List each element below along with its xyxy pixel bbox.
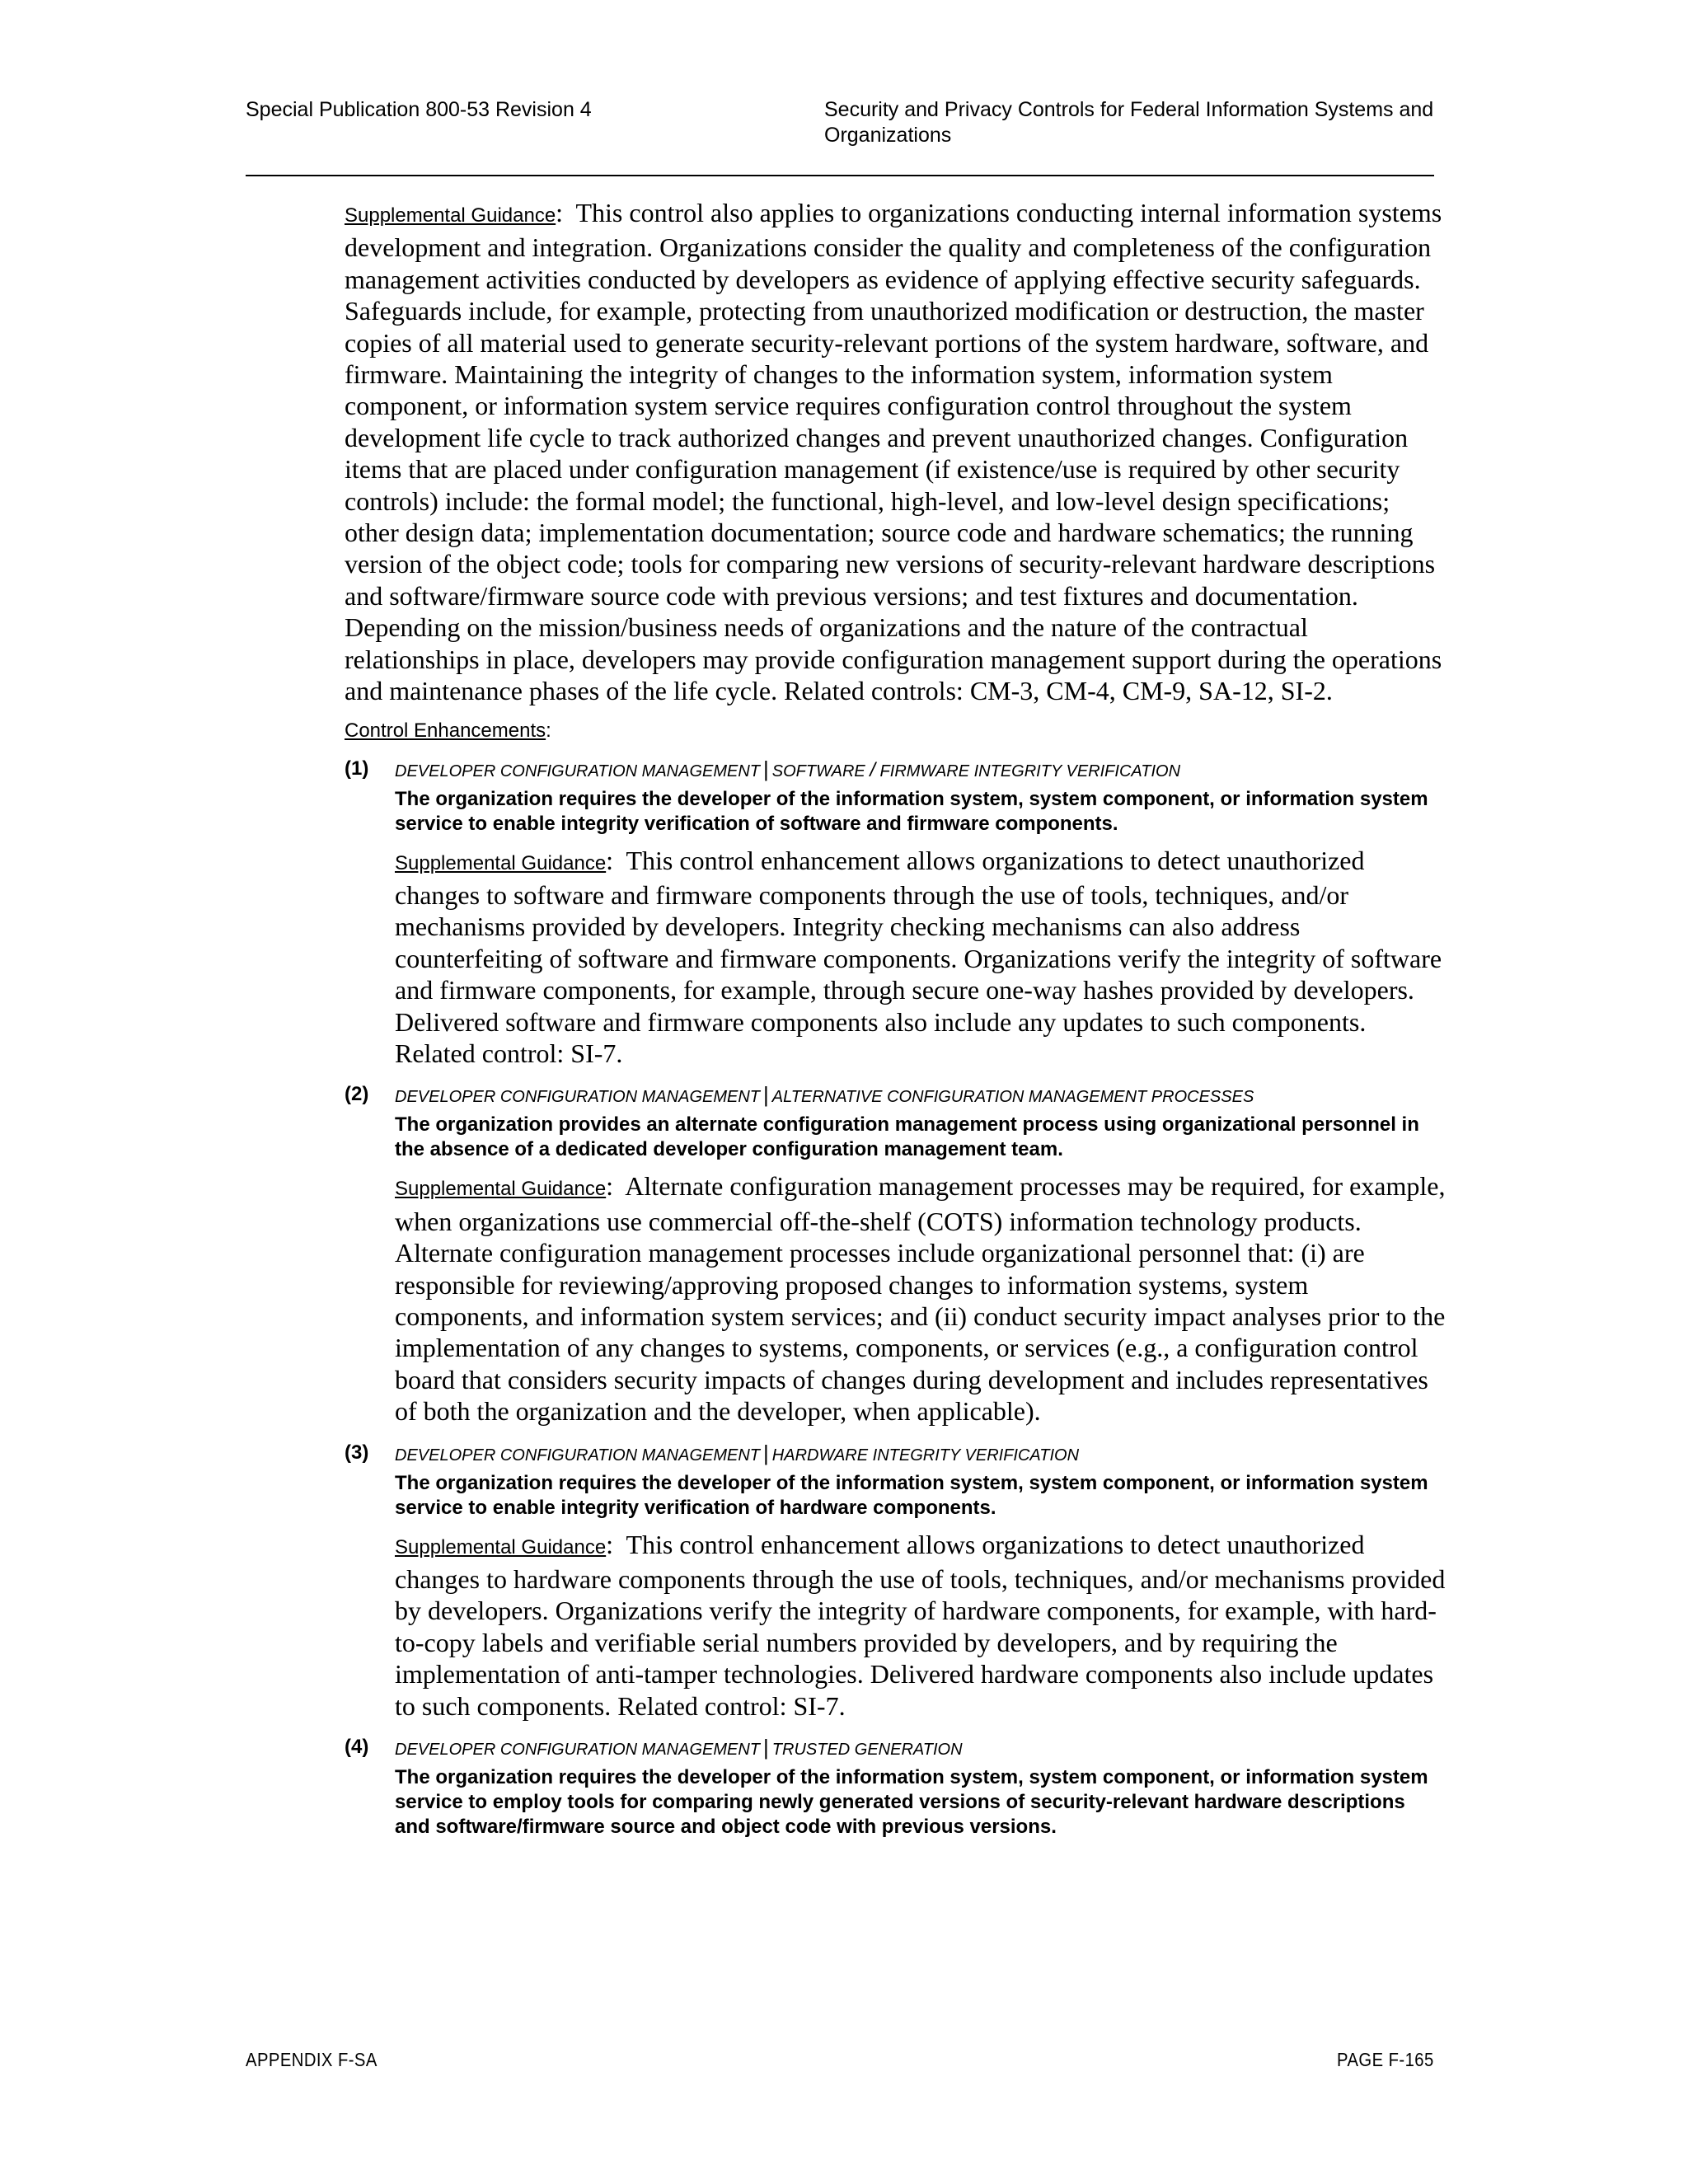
- header-rule: [246, 175, 1434, 176]
- enhancement-title: DEVELOPER CONFIGURATION MANAGEMENT | ALTERNATIVE CONFIGURATION MANAGEMENT PROCESSES: [395, 1082, 1254, 1108]
- enhancement-requirement: The organization requires the developer of the information system, system component, or information system service to enable integrity verification of software and firmware components.: [395, 787, 1428, 835]
- control-enhancement-3: [345, 1441, 1446, 1722]
- running-header-title: Security and Privacy Controls for Federal Information Systems and Organizations: [824, 98, 1434, 147]
- enhancement-number: (2): [345, 1083, 369, 1106]
- supplemental-guidance-label: Supplemental Guidance: [395, 1535, 607, 1558]
- supplemental-guidance-label: Supplemental Guidance: [395, 851, 607, 874]
- control-enhancements-heading: Control Enhancements:: [345, 719, 551, 742]
- enhancement-requirement: The organization requires the developer of the information system, system component, or information system service to employ tools for comparing newly generated versions of security-relevant hardware descriptions and software/firmware source and object code with previous versions.: [395, 1766, 1428, 1839]
- page-content: [345, 197, 1446, 1840]
- supplemental-guidance-label: Supplemental Guidance: [395, 1178, 607, 1201]
- footer-appendix: APPENDIX F-SA: [246, 2049, 377, 2070]
- enhancement-requirement: The organization requires the developer of the information system, system component, or information system service to enable integrity verification of hardware components.: [395, 1471, 1428, 1519]
- enhancement-number: (4): [345, 1736, 369, 1759]
- enhancement-title: DEVELOPER CONFIGURATION MANAGEMENT | HARDWARE INTEGRITY VERIFICATION: [395, 1440, 1080, 1465]
- enhancement-title: DEVELOPER CONFIGURATION MANAGEMENT | TRUSTED GENERATION: [395, 1735, 963, 1760]
- enhancement-supplemental-guidance: Supplemental Guidance: Alternate configuration management processes may be required, for example, when organizations use commercial off-the-shelf (COTS) information technology products. Alternate configuration management processes include organizational personnel that: (i) are responsible for reviewing/approving proposed changes to information systems, system components, and information system services; and (ii) conduct security impact analyses prior to the implementation of any changes to systems, components, or services (e.g., a configuration control board that considers security impacts of changes during development and includes representatives of both the organization and the developer, when applicable).: [395, 1171, 1446, 1427]
- enhancement-number: (3): [345, 1441, 369, 1464]
- enhancement-supplemental-guidance: Supplemental Guidance: This control enhancement allows organizations to detect unauthorized changes to software and firmware components through the use of tools, techniques, and/or mechanisms provided by developers. Integrity checking mechanisms can also address counterfeiting of software and firmware components. Organizations verify the integrity of software and firmware components, for example, through secure one-way hashes provided by developers. Delivered software and firmware components also include any updates to such components. Related control: SI-7.: [395, 845, 1442, 1068]
- control-enhancement-2: [345, 1082, 1446, 1427]
- supplemental-guidance-label: Supplemental Guidance: [345, 204, 556, 227]
- supplemental-guidance-text: This control also applies to organizations conducting internal information systems development and integration. Organizations consider the quality and completeness of the configuration management activities conducted by developers as evidence of applying effective security safeguards. Safeguards include, for example, protecting from unauthorized modification or destruction, the master copies of all material used to generate security-relevant portions of the system hardware, software, and firmware. Maintaining the integrity of changes to the information system, information system component, or information system service requires configuration control throughout the system development life cycle to track authorized changes and prevent unauthorized changes. Configuration items that are placed under configuration management (if existence/use is required by other security controls) include: the formal model; the functional, high-level, and low-level design specifications; other design data; implementation documentation; source code and hardware schematics; the running version of the object code; tools for comparing new versions of security-relevant hardware descriptions and software/firmware source code with previous versions; and test fixtures and documentation. Depending on the mission/business needs of organizations and the nature of the contractual relationships in place, developers may provide configuration management support during the operations and maintenance phases of the life cycle. Related controls: CM-3, CM-4, CM-9, SA-12, SI-2.: [345, 198, 1442, 706]
- footer-page-number: PAGE F-165: [1337, 2049, 1434, 2070]
- control-supplemental-guidance: Supplemental Guidance: This control also applies to organizations conducting internal information systems development and integration. Organizations consider the quality and completeness of the configuration management activities conducted by developers as evidence of applying effective security safeguards. Safeguards include, for example, protecting from unauthorized modification or destruction, the master copies of all material used to generate security-relevant portions of the system hardware, software, and firmware. Maintaining the integrity of changes to the information system, information system component, or information system service requires configuration control throughout the system development life cycle to track authorized changes and prevent unauthorized changes. Configuration items that are placed under configuration management (if existence/use is required by other security controls) include: the formal model; the functional, high-level, and low-level design specifications; other design data; implementation documentation; source code and hardware schematics; the running version of the object code; tools for comparing new versions of security-relevant hardware descriptions and software/firmware source code with previous versions; and test fixtures and documentation. Depending on the mission/business needs of organizations and the nature of the contractual relationships in place, developers may provide configuration management support during the operations and maintenance phases of the life cycle. Related controls: CM-3, CM-4, CM-9, SA-12, SI-2.: [345, 198, 1442, 706]
- enhancement-number: (1): [345, 757, 369, 780]
- enhancement-requirement: The organization provides an alternate configuration management process using organizational personnel in the absence of a dedicated developer configuration management team.: [395, 1113, 1419, 1161]
- control-enhancement-1: [345, 757, 1446, 1070]
- enhancement-title: DEVELOPER CONFIGURATION MANAGEMENT | SOFTWARE / FIRMWARE INTEGRITY VERIFICATION: [395, 756, 1181, 781]
- control-enhancements-label: Control Enhancements: [345, 719, 546, 742]
- running-header-publication: Special Publication 800-53 Revision 4: [246, 98, 592, 121]
- enhancement-supplemental-guidance: Supplemental Guidance: This control enhancement allows organizations to detect unauthorized changes to hardware components through the use of tools, techniques, and/or mechanisms provided by developers. Organizations verify the integrity of hardware components, for example, with hard-to-copy labels and verifiable serial numbers provided by developers, and by requiring the implementation of anti-tamper technologies. Delivered hardware components also include updates to such components. Related control: SI-7.: [395, 1529, 1446, 1721]
- control-enhancement-4: [345, 1735, 1446, 1840]
